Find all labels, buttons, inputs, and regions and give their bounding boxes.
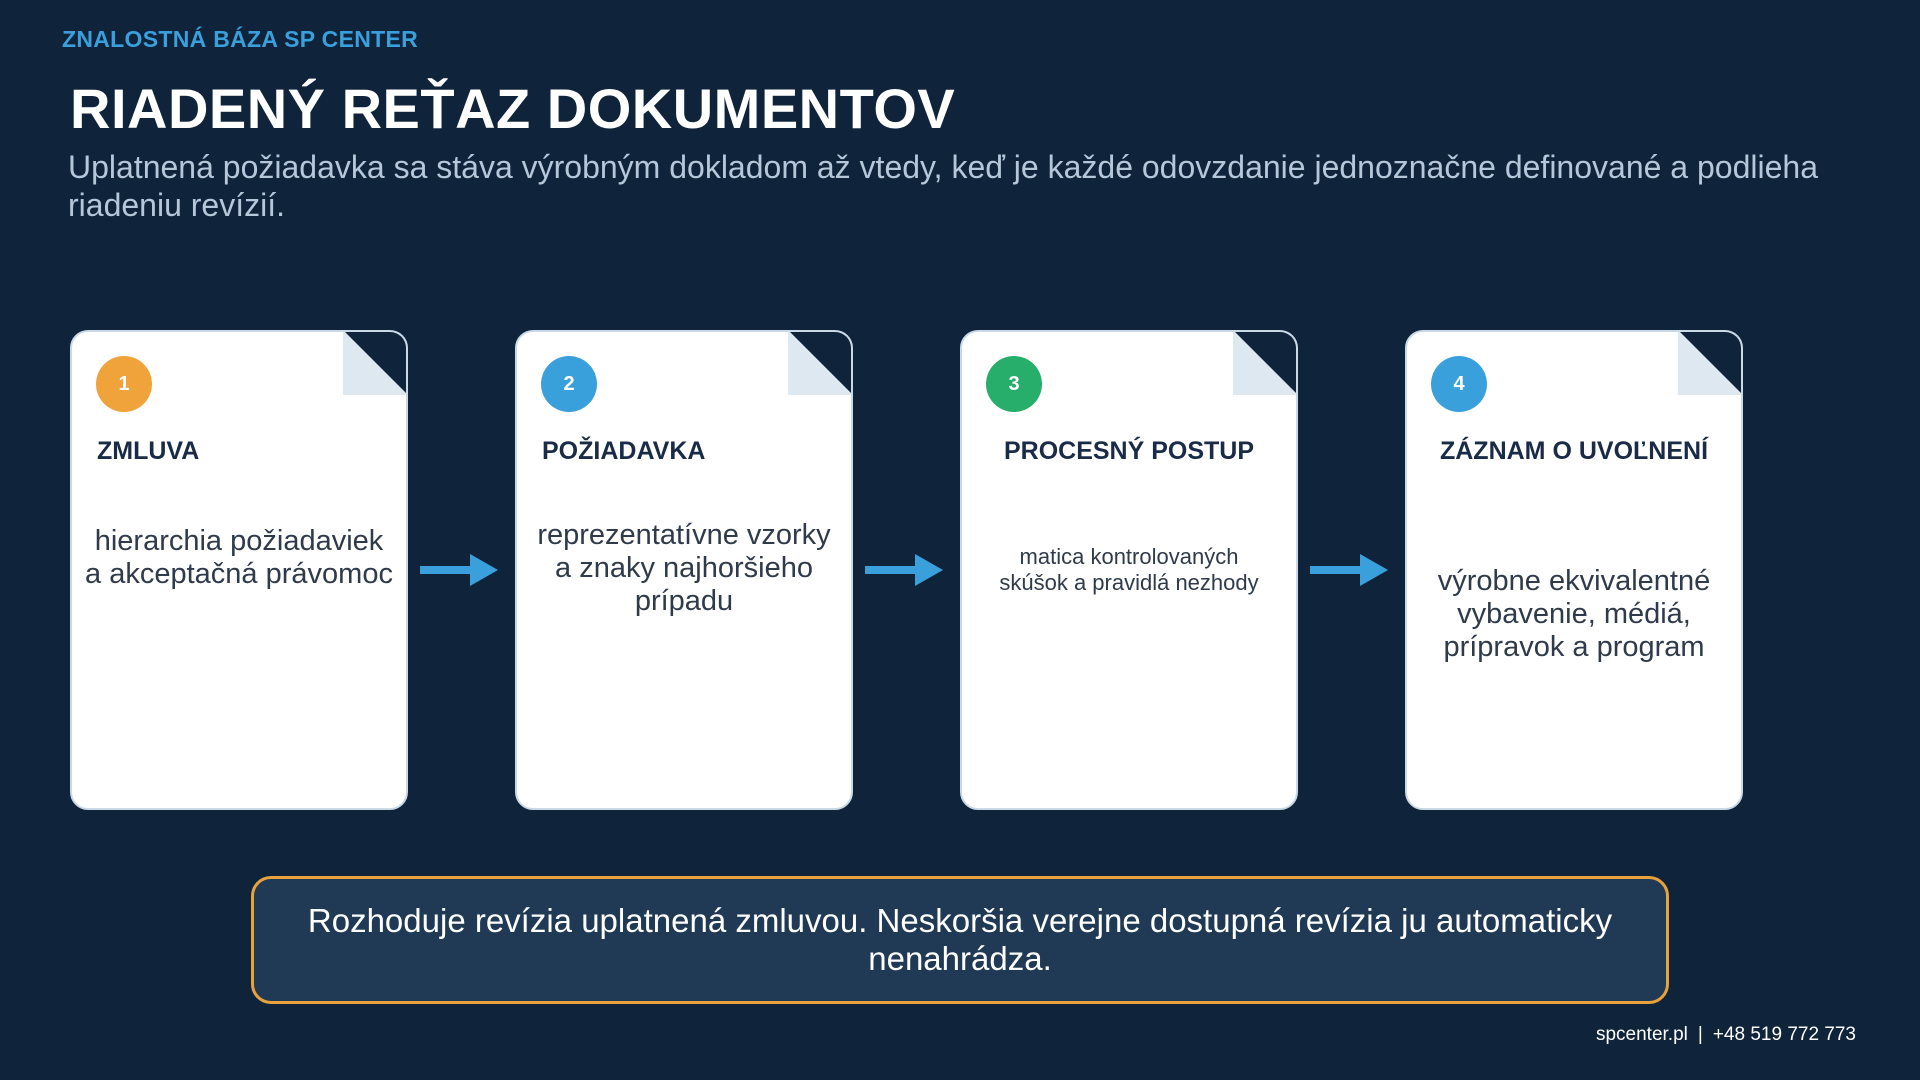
step-title: ZMLUVA bbox=[97, 437, 200, 465]
page-subtitle: Uplatnená požiadavka sa stáva výrobným dokladom až vtedy, keď je každé odovzdanie jednoznačne definované a podlieha riadeniu revízií. bbox=[68, 149, 1818, 223]
footer-contact bbox=[1596, 1024, 1856, 1046]
step-card-3 bbox=[960, 330, 1298, 810]
arrow-right-icon bbox=[865, 552, 943, 588]
page-fold-icon bbox=[1233, 330, 1298, 395]
arrow-right-icon bbox=[420, 552, 498, 588]
step-title: POŽIADAVKA bbox=[542, 437, 706, 465]
page-fold-icon bbox=[1678, 330, 1743, 395]
step-description: matica kontrolovaných skúšok a pravidlá nezhody bbox=[999, 544, 1259, 595]
page-fold-icon bbox=[788, 330, 853, 395]
step-card-1 bbox=[70, 330, 408, 810]
step-number-badge: 4 bbox=[1431, 356, 1487, 412]
step-number-badge: 1 bbox=[96, 356, 152, 412]
step-title: ZÁZNAM O UVOĽNENÍ bbox=[1439, 437, 1709, 465]
revision-note: Rozhoduje revízia uplatnená zmluvou. Neskoršia verejne dostupná revízia ju automaticky nenahrádza. bbox=[251, 876, 1669, 1004]
step-number-badge: 3 bbox=[986, 356, 1042, 412]
page-title: RIADENÝ REŤAZ DOKUMENTOV bbox=[70, 77, 956, 140]
step-card-4 bbox=[1405, 330, 1743, 810]
step-number-badge: 2 bbox=[541, 356, 597, 412]
step-title: PROCESNÝ POSTUP bbox=[1003, 437, 1255, 465]
page-fold-icon bbox=[343, 330, 408, 395]
step-card-2 bbox=[515, 330, 853, 810]
kicker-label: ZNALOSTNÁ BÁZA SP CENTER bbox=[62, 26, 419, 52]
footer-phone[interactable]: +48 519 772 773 bbox=[1712, 1024, 1856, 1045]
footer-separator: | bbox=[1697, 1024, 1703, 1045]
footer-website-link[interactable]: spcenter.pl bbox=[1595, 1024, 1688, 1045]
arrow-right-icon bbox=[1310, 552, 1388, 588]
step-description: reprezentatívne vzorky a znaky najhoršieho prípadu bbox=[537, 519, 831, 617]
step-description: výrobne ekvivalentné vybavenie, médiá, prípravok a program bbox=[1437, 565, 1711, 663]
step-description: hierarchia požiadaviek a akceptačná právomoc bbox=[85, 525, 393, 590]
